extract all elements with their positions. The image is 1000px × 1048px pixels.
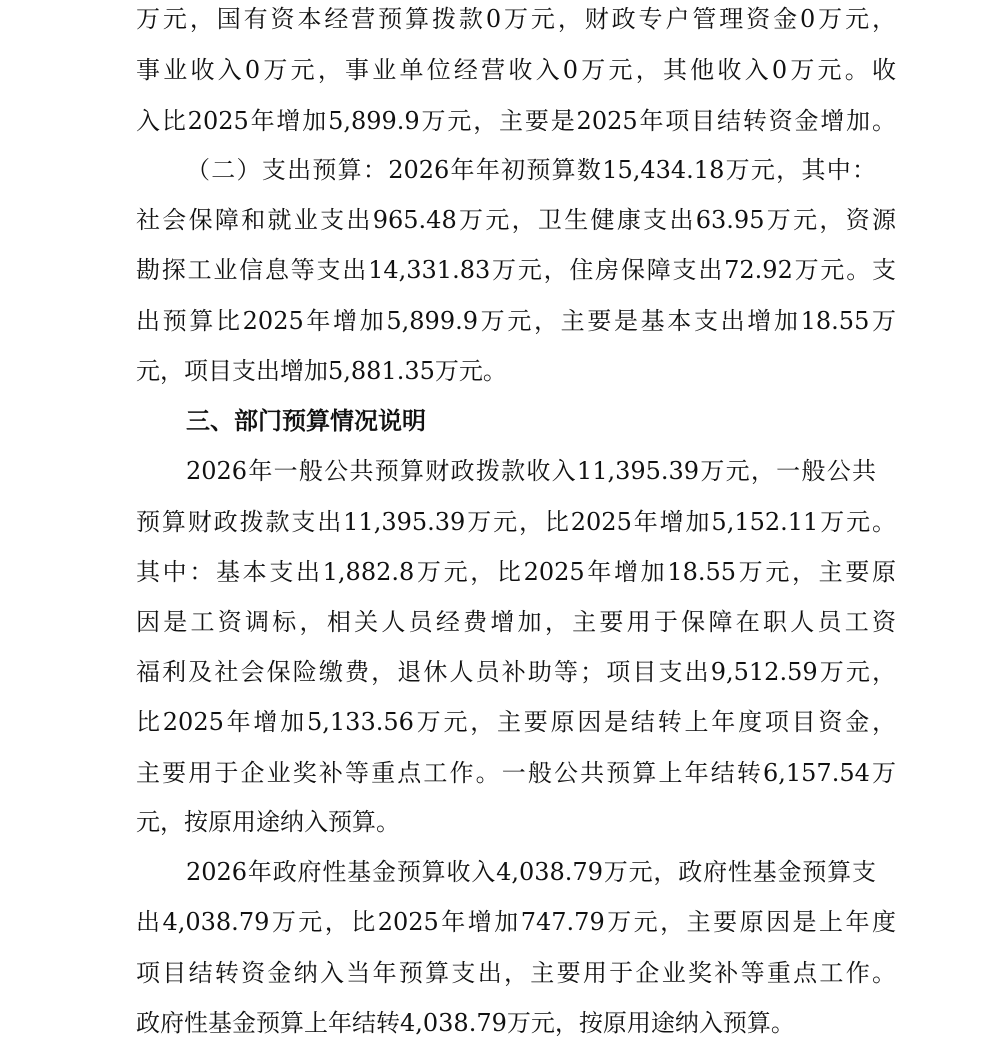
paragraph-first-line: 2026年一般公共预算财政拨款收入11,395.39万元，一般公共 bbox=[186, 457, 876, 485]
body-text-line: 社会保障和就业支出965.48万元，卫生健康支出63.95万元，资源 bbox=[136, 206, 896, 234]
body-text-line: 其中：基本支出1,882.8万元，比2025年增加18.55万元，主要原 bbox=[136, 558, 896, 586]
body-text-line: 比2025年增加5,133.56万元，主要原因是结转上年度项目资金， bbox=[136, 708, 896, 736]
body-text-line: 项目结转资金纳入当年预算支出，主要用于企业奖补等重点工作。 bbox=[136, 959, 896, 987]
body-text-line: 万元，国有资本经营预算拨款0万元，财政专户管理资金0万元， bbox=[136, 5, 896, 33]
body-text-line: 勘探工业信息等支出14,331.83万元，住房保障支出72.92万元。支 bbox=[136, 256, 896, 284]
body-text-line: 元，按原用途纳入预算。 bbox=[136, 808, 400, 836]
body-text-line: 预算财政拨款支出11,395.39万元，比2025年增加5,152.11万元。 bbox=[136, 508, 896, 536]
body-text-line: 主要用于企业奖补等重点工作。一般公共预算上年结转6,157.54万 bbox=[136, 759, 896, 787]
body-text-line: 因是工资调标，相关人员经费增加，主要用于保障在职人员工资 bbox=[136, 608, 896, 636]
paragraph-first-line: 2026年政府性基金预算收入4,038.79万元，政府性基金预算支 bbox=[186, 858, 876, 886]
section-expenditure-first-line: （二）支出预算：2026年年初预算数15,434.18万元，其中： bbox=[186, 156, 876, 184]
body-text-line: 元，项目支出增加5,881.35万元。 bbox=[136, 357, 507, 385]
body-text-line: 出预算比2025年增加5,899.9万元，主要是基本支出增加18.55万 bbox=[136, 307, 896, 335]
section-heading: 三、部门预算情况说明 bbox=[186, 407, 426, 435]
body-text-line: 政府性基金预算上年结转4,038.79万元，按原用途纳入预算。 bbox=[136, 1009, 795, 1037]
body-text-line: 出4,038.79万元，比2025年增加747.79万元，主要原因是上年度 bbox=[136, 908, 896, 936]
body-text-line: 入比2025年增加5,899.9万元，主要是2025年项目结转资金增加。 bbox=[136, 107, 896, 135]
body-text-line: 福利及社会保险缴费，退休人员补助等；项目支出9,512.59万元， bbox=[136, 658, 896, 686]
body-text-line: 事业收入0万元，事业单位经营收入0万元，其他收入0万元。收 bbox=[136, 56, 896, 84]
